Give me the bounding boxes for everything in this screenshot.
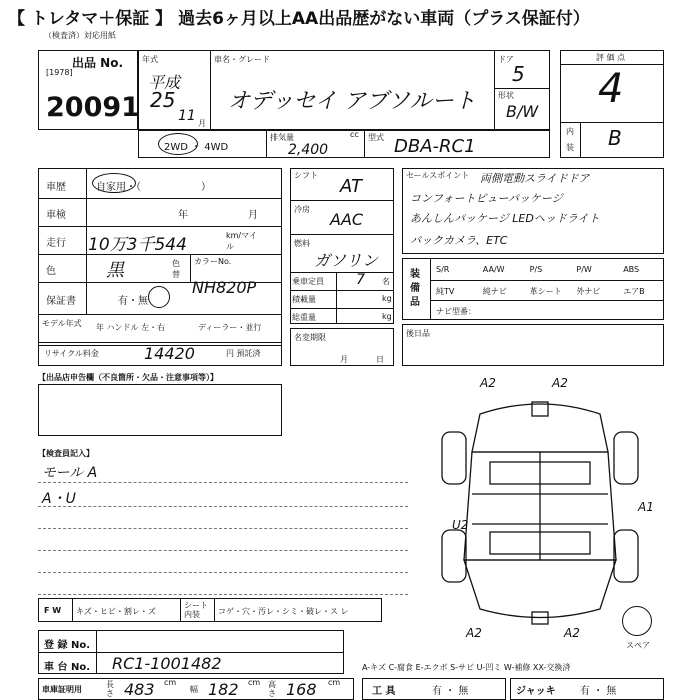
- inspector-label: 【検査員記入】: [38, 449, 94, 458]
- weight-unit: kg: [382, 312, 392, 321]
- displacement-value: 2,400: [288, 142, 329, 158]
- spare-label: スペア: [626, 641, 650, 650]
- equipment-item-row1-2: P/S: [529, 265, 543, 274]
- color-label: 色: [46, 266, 56, 277]
- tools-value: 有 ・ 無: [432, 686, 469, 697]
- drive-selected-circle: [158, 133, 198, 155]
- damage-mark-5: A2: [466, 626, 482, 640]
- jack-value: 有 ・ 無: [580, 686, 617, 697]
- lot-code: [1978]: [46, 68, 73, 77]
- lot-number: 20091: [46, 92, 140, 123]
- sales-point-line-4: バックカメラ、ETC: [410, 234, 508, 247]
- dim-length-unit: cm: [164, 678, 177, 687]
- model-year-label: モデル年式: [42, 319, 82, 328]
- recycle-label: リサイクル料金: [44, 349, 99, 358]
- dim-height-unit: cm: [328, 678, 341, 687]
- fw-label: F W: [44, 606, 62, 615]
- doors-value: 5: [512, 62, 525, 86]
- displacement-label: 排気量: [270, 133, 294, 142]
- dim-height-value: 168: [286, 680, 317, 699]
- inspection-year: 年: [178, 210, 188, 221]
- color-value: 黒: [106, 260, 124, 281]
- lot-label: 出品 No.: [72, 56, 124, 70]
- shift-label: シフト: [294, 171, 318, 180]
- dim-width-label: 幅: [190, 685, 198, 694]
- mileage-value: 10万3千544: [88, 235, 187, 255]
- warranty-circle: [148, 286, 170, 308]
- shift-value: AT: [340, 176, 362, 197]
- history-label: 車歴: [46, 182, 66, 193]
- fw-damage-labels: キズ・ヒビ・割レ・ズ: [76, 607, 156, 616]
- damage-legend: A-キズ C-腐食 E-エクボ S-サビ U-凹ミ W-補修 XX-交換済: [362, 663, 571, 672]
- interior-label-1: 内: [566, 127, 574, 136]
- mileage-unit: km/マイル: [226, 231, 257, 251]
- after-install-label: 後日品: [406, 329, 430, 338]
- equipment-row-1: [430, 262, 664, 278]
- year-value: 25: [150, 88, 176, 112]
- weight-label: 総重量: [292, 313, 316, 322]
- name-change-month: 月: [340, 355, 348, 364]
- history-circle: [92, 173, 136, 193]
- damage-mark-2: A2: [552, 376, 568, 390]
- load-label: 積載量: [292, 295, 316, 304]
- model-name-value: オデッセイ アブソルート: [228, 89, 476, 114]
- capacity-unit: 名: [382, 277, 390, 286]
- damage-mark-3: A1: [638, 500, 654, 514]
- tools-label: 工 具: [372, 686, 396, 697]
- dimensions-label: 車庫証明用: [42, 685, 82, 694]
- shape-value: B/W: [506, 102, 539, 121]
- sales-point-line-2: コンフォートビューパッケージ: [410, 192, 563, 205]
- seat-label: シート内装: [184, 601, 208, 619]
- type-label: 型式: [368, 133, 384, 142]
- damage-mark-4: U2: [452, 518, 469, 532]
- equipment-item-row1-0: S/R: [436, 265, 450, 274]
- jack-label: ジャッキ: [516, 686, 556, 697]
- dim-width-value: 182: [208, 680, 239, 699]
- drive-options: 2WD ・ 4WD: [164, 142, 229, 153]
- registration-label: 登 録 No.: [44, 640, 91, 651]
- after-install-box: [402, 324, 664, 366]
- seat-damage-labels: コゲ・穴・汚レ・シミ・破レ・ス レ: [218, 607, 349, 616]
- sales-point-line-1: 両側電動スライドドア: [480, 172, 590, 185]
- equipment-item-row1-3: P/W: [576, 265, 592, 274]
- equipment-item-row2-2: 革シート: [529, 287, 562, 296]
- equipment-row-2: [430, 283, 664, 299]
- year-era: 平成: [148, 73, 181, 92]
- interior-label-2: 装: [566, 143, 574, 152]
- inspector-line-1: モール A: [42, 465, 98, 481]
- displacement-unit: cc: [350, 130, 359, 139]
- inspection-label: 車検: [46, 210, 66, 221]
- load-unit: kg: [382, 294, 392, 303]
- page-title: 【 トレタマ＋保証 】 過去6ヶ月以上AA出品歴がない車両（プラス保証付）: [8, 9, 590, 29]
- year-month-unit: 月: [198, 119, 206, 128]
- color-change: 色替: [172, 259, 180, 279]
- equipment-item-row2-1: 純ナビ: [482, 287, 507, 296]
- dim-length-label: 長さ: [106, 680, 114, 698]
- recycle-unit: 円 預託済: [226, 349, 261, 358]
- year-label: 年式: [142, 55, 158, 64]
- equipment-item-row1-4: ABS: [623, 265, 640, 274]
- capacity-value: 7: [356, 272, 365, 288]
- history-value: 自家用・（ ）: [96, 182, 211, 193]
- declaration-box: [38, 384, 282, 436]
- grade-value: 4: [598, 66, 624, 112]
- model-year-handle: 年 ハンドル 左・右: [96, 323, 166, 332]
- capacity-label: 乗車定員: [292, 277, 324, 286]
- model-year-dealer: ディーラー・並行: [198, 323, 262, 332]
- dim-height-label: 高さ: [268, 680, 276, 698]
- color-code-label: カラーNo.: [194, 257, 232, 266]
- warranty-label: 保証書: [46, 296, 76, 307]
- name-change-day: 日: [376, 355, 384, 364]
- equipment-item-row2-3: 外ナビ: [576, 287, 601, 296]
- type-value: DBA-RC1: [394, 136, 476, 157]
- grade-label: 評 価 点: [596, 53, 626, 62]
- damage-mark-1: A2: [480, 376, 496, 390]
- year-month: 11: [178, 108, 196, 124]
- damage-mark-6: A2: [564, 626, 580, 640]
- aircon-label: 冷房: [294, 205, 310, 214]
- color-code-value: NH820P: [192, 278, 257, 297]
- equipment-item-row1-1: AA/W: [482, 265, 505, 274]
- name-change-label: 名変期限: [294, 333, 326, 342]
- inspection-month: 月: [248, 210, 258, 221]
- recycle-value: 14420: [144, 344, 195, 363]
- spare-tire-icon: [622, 606, 652, 636]
- page-subtitle: （検査済）対応用紙: [44, 31, 116, 40]
- chassis-label: 車 台 No.: [44, 662, 91, 673]
- dim-width-unit: cm: [248, 678, 261, 687]
- equipment-item-row2-4: エアB: [623, 287, 645, 296]
- model-name-label: 車名・グレード: [214, 55, 270, 64]
- fuel-value: ガソリン: [314, 251, 379, 270]
- car-diagram: [410, 374, 670, 644]
- chassis-value: RC1-1001482: [112, 654, 222, 673]
- declaration-label: 【出品店申告欄（不良箇所・欠品・注意事項等）】: [38, 373, 218, 382]
- navi-model-label: ナビ型番：: [436, 307, 476, 316]
- shape-label: 形状: [498, 91, 514, 100]
- inspector-line-2: A・U: [42, 491, 76, 507]
- equipment-item-row2-0: 純TV: [436, 287, 455, 296]
- doors-label: ドア: [498, 55, 514, 64]
- sales-point-line-3: あんしんパッケージ LEDヘッドライト: [410, 212, 600, 225]
- mileage-label: 走行: [46, 238, 66, 249]
- sales-point-label: セールスポイント: [406, 171, 470, 180]
- equipment-label: 装備品: [410, 269, 420, 308]
- warranty-options: 有・無: [118, 296, 148, 307]
- aircon-value: AAC: [330, 210, 364, 229]
- fuel-label: 燃料: [294, 239, 310, 248]
- dim-length-value: 483: [124, 680, 155, 699]
- interior-value: B: [608, 126, 622, 150]
